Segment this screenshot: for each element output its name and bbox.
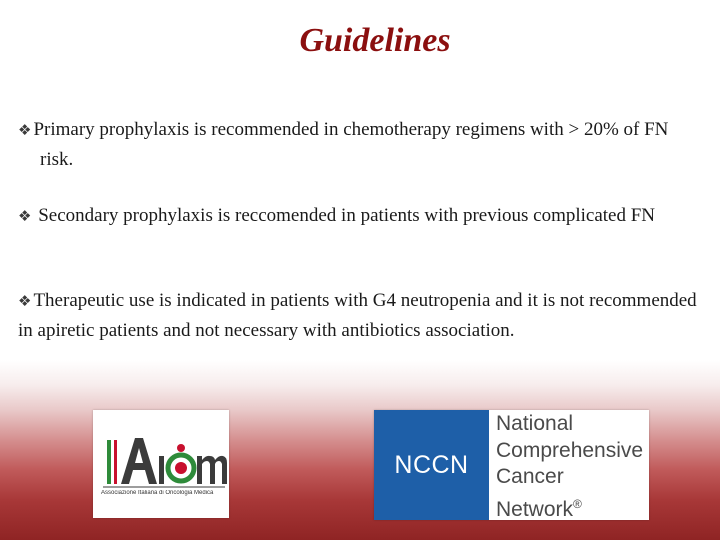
registered-mark: ® bbox=[573, 496, 582, 511]
nccn-wordmark bbox=[496, 411, 648, 523]
nccn-word: Comprehensive bbox=[496, 438, 644, 462]
nccn-logo bbox=[374, 410, 649, 520]
diamond-bullet-icon: ❖ bbox=[18, 121, 32, 139]
bullet-text: Primary prophylaxis is recommended in chemotherapy regimens with > 20% of FN risk. bbox=[33, 119, 669, 170]
aiom-logo-graphic bbox=[93, 410, 229, 518]
aiom-tagline: Associazione Italiana di Oncologia Medica bbox=[101, 490, 214, 496]
bullet-text: Secondary prophylaxis is reccomended in patients with previous complicated FN bbox=[38, 205, 656, 226]
nccn-word: National bbox=[496, 412, 574, 435]
nccn-logo-block bbox=[374, 410, 489, 520]
bullet-item bbox=[18, 286, 698, 345]
diamond-bullet-icon: ❖ bbox=[18, 292, 32, 310]
slide-title: Guidelines bbox=[299, 22, 451, 59]
bullet-item bbox=[18, 201, 655, 231]
aiom-logo bbox=[93, 410, 229, 518]
nccn-word: Cancer bbox=[496, 465, 564, 488]
diamond-bullet-icon: ❖ bbox=[18, 207, 32, 225]
bullet-item bbox=[18, 115, 698, 174]
nccn-word: Network bbox=[496, 497, 574, 521]
nccn-abbreviation: NCCN bbox=[394, 450, 469, 479]
bullet-text: Therapeutic use is indicated in patients with G4 neutropenia and it is not recommended in apiretic patients and not necessary with antibiotics association. bbox=[18, 290, 697, 341]
